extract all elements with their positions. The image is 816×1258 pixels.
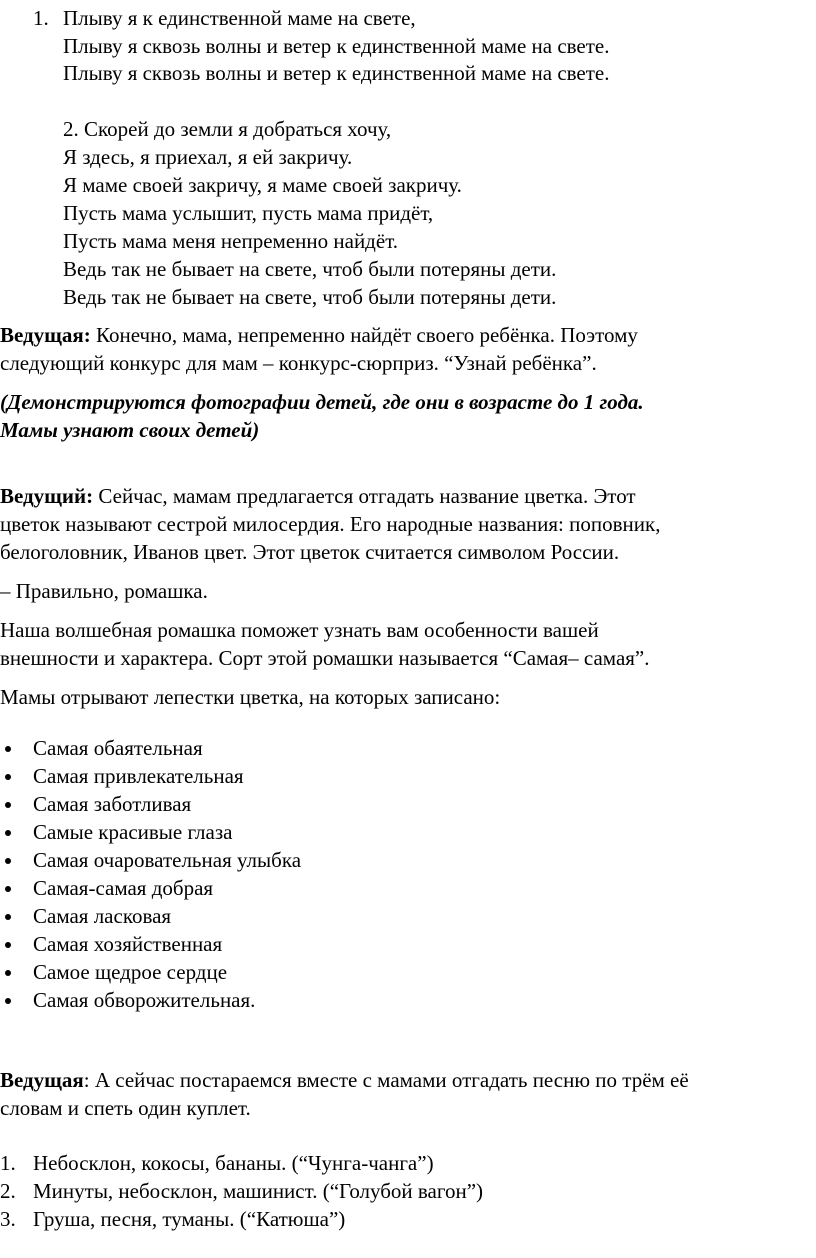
para2-line-3: белоголовник, Иванов цвет. Этот цветок считается символом России.: [0, 540, 620, 564]
para5-line-2: словам и спеть один куплет.: [0, 1096, 251, 1120]
para2-line-2: цветок называют сестрой милосердия. Его народные названия: поповник,: [0, 512, 661, 536]
bullet-icon: [5, 914, 11, 920]
para1-text: Конечно, мама, непременно найдёт своего ребёнка. Поэтому: [90, 323, 638, 347]
para5-line-1: [0, 1066, 689, 1094]
para2-text: Сейчас, мамам предлагается отгадать название цветка. Этот: [93, 484, 636, 508]
answer-line: – Правильно, ромашка.: [0, 579, 208, 603]
petal-item: Самая привлекательная: [33, 764, 244, 788]
song-item-number: 3.: [0, 1207, 16, 1231]
bullet-icon: [5, 886, 11, 892]
para3-line-1: Наша волшебная ромашка поможет узнать вам особенности вашей: [0, 618, 599, 642]
para1-line-2: следующий конкурс для мам – конкурс-сюрприз. “Узнай ребёнка”.: [0, 351, 597, 375]
song-item-text: Груша, песня, туманы. (“Катюша”): [33, 1207, 346, 1231]
song-item-text: Минуты, небосклон, машинист. (“Голубой вагон”): [33, 1179, 484, 1203]
speaker-label: Ведущая:: [0, 323, 91, 347]
verse1-line-3: Плыву я сквозь волны и ветер к единственной маме на свете.: [63, 61, 610, 85]
petal-item: Самое щедрое сердце: [33, 960, 228, 984]
bullet-icon: [5, 970, 11, 976]
verse1-line-2: Плыву я сквозь волны и ветер к единственной маме на свете.: [63, 34, 610, 58]
bullet-icon: [5, 942, 11, 948]
bullet-icon: [5, 998, 11, 1004]
verse1-number: 1.: [33, 6, 49, 30]
petal-item: Самая ласковая: [33, 904, 172, 928]
petal-item: Самые красивые глаза: [33, 820, 233, 844]
bullet-icon: [5, 746, 11, 752]
verse1-line-1: Плыву я к единственной маме на свете,: [63, 6, 416, 30]
bullet-icon: [5, 774, 11, 780]
speaker-label: Ведущая: [0, 1068, 84, 1092]
petal-item: Самая заботливая: [33, 792, 192, 816]
verse2-line-7: Ведь так не бывает на свете, чтоб были потеряны дети.: [63, 285, 557, 309]
bullet-icon: [5, 830, 11, 836]
verse2-line-4: Пусть мама услышит, пусть мама придёт,: [63, 201, 434, 225]
petal-item: Самая-самая добрая: [33, 876, 214, 900]
para1-line-1: [0, 321, 638, 349]
para4-line: Мамы отрывают лепестки цветка, на которых записано:: [0, 685, 501, 709]
petal-item: Самая хозяйственная: [33, 932, 223, 956]
petal-item: Самая очаровательная улыбка: [33, 848, 302, 872]
verse2-line-1: 2. Скорей до земли я добраться хочу,: [63, 117, 392, 141]
petal-item: Самая обаятельная: [33, 736, 203, 760]
verse2-line-5: Пусть мама меня непременно найдёт.: [63, 229, 399, 253]
song-item-text: Небосклон, кокосы, бананы. (“Чунга-чанга”): [33, 1151, 434, 1175]
bullet-icon: [5, 802, 11, 808]
bullet-icon: [5, 858, 11, 864]
verse2-line-2: Я здесь, я приехал, я ей закричу.: [63, 145, 353, 169]
song-item-number: 2.: [0, 1179, 16, 1203]
speaker-label: Ведущий:: [0, 484, 94, 508]
petal-item: Самая обворожительная.: [33, 988, 256, 1012]
song-item-number: 1.: [0, 1151, 16, 1175]
stage-note-line-2: Мамы узнают своих детей): [0, 418, 260, 442]
stage-note-line-1: (Демонстрируются фотографии детей, где они в возрасте до 1 года.: [0, 390, 644, 414]
para2-line-1: [0, 482, 636, 510]
para3-line-2: внешности и характера. Сорт этой ромашки называется “Самая– самая”.: [0, 646, 650, 670]
para5-text: : А сейчас постараемся вместе с мамами отгадать песню по трём её: [83, 1068, 689, 1092]
verse2-line-6: Ведь так не бывает на свете, чтоб были потеряны дети.: [63, 257, 557, 281]
verse2-line-3: Я маме своей закричу, я маме своей закричу.: [63, 173, 462, 197]
